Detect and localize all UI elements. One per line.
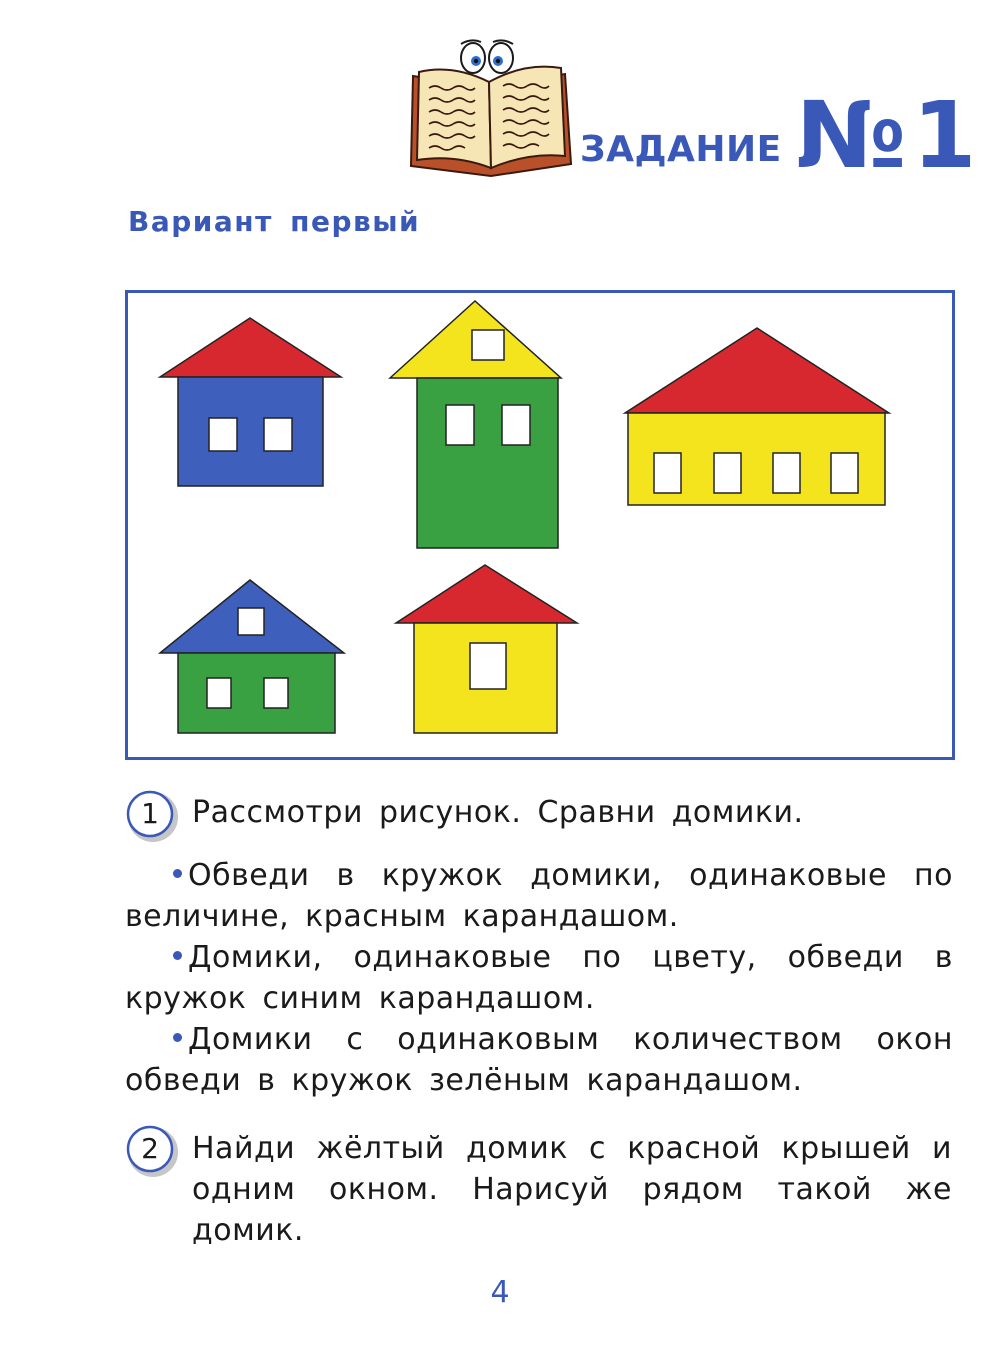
bullet-dot bbox=[173, 951, 182, 960]
book-with-eyes-icon bbox=[405, 36, 575, 181]
bullet-1-text: Обведи в кружок домики, одинаковые по величине, красным карандашом. bbox=[125, 858, 953, 934]
variant-title: Вариант первый bbox=[128, 205, 421, 238]
number-sign: № bbox=[795, 82, 903, 189]
task-1-bullet-1 bbox=[125, 855, 953, 937]
house-blue-red-roof bbox=[160, 318, 341, 486]
task-1-bullet-2 bbox=[125, 937, 953, 1019]
step-1-number: 1 bbox=[141, 797, 159, 830]
page-number: 4 bbox=[490, 1275, 510, 1310]
step-2-number: 2 bbox=[141, 1132, 159, 1165]
bullet-2-text: Домики, одинаковые по цвету, обведи в кружок синим карандашом. bbox=[125, 940, 953, 1016]
task-number: 1 bbox=[912, 82, 977, 189]
house-yellow-red-roof-long bbox=[625, 328, 889, 505]
house-green-blue-roof bbox=[160, 580, 344, 733]
bullet-dot bbox=[173, 869, 182, 878]
house-yellow-red-roof-one-window bbox=[396, 565, 577, 733]
bullet-dot bbox=[173, 1033, 182, 1042]
houses-picture bbox=[125, 290, 955, 760]
task-1-bullet-3 bbox=[125, 1019, 953, 1101]
step-2-badge bbox=[125, 1124, 175, 1174]
task-2-heading: Найди жёлтый домик с красной крышей и одним окном. Нарисуй рядом такой же домик. bbox=[192, 1131, 952, 1248]
house-green-yellow-roof bbox=[390, 301, 561, 548]
bullet-3-text: Домики с одинаковым количеством окон обведи в кружок зелёным карандашом. bbox=[125, 1022, 953, 1098]
task-1-heading: Рассмотри рисунок. Сравни домики. bbox=[192, 795, 804, 830]
task-header bbox=[580, 82, 977, 189]
step-1-badge bbox=[125, 789, 175, 839]
task-word: ЗАДАНИЕ bbox=[580, 129, 782, 170]
